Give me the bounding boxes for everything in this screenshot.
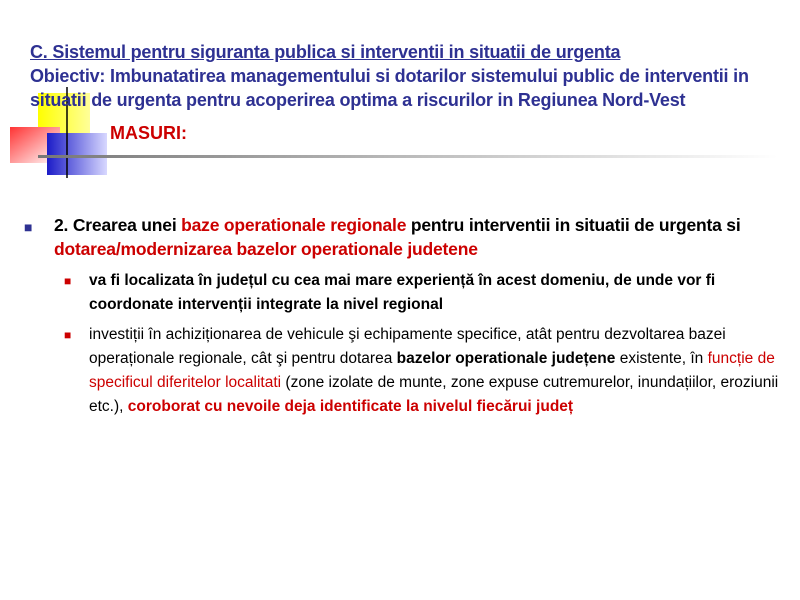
deco-horizontal-line — [38, 155, 778, 158]
sub-point-highlight: coroborat cu nevoile deja identificate la nivelul fiecărui județ — [127, 398, 574, 415]
deco-blue-square — [47, 133, 107, 175]
sub-point-highlight: funcție de specificul diferitelor localitati — [89, 350, 775, 391]
sub-point-text: investiții în achiziționarea de vehicule şi echipamente specifice, atât pentru dezvoltarea bazei operaționale regionale, cât şi pentru dotarea — [89, 326, 726, 367]
sub-bullet-point — [22, 323, 782, 419]
square-bullet-icon: ■ — [64, 328, 72, 342]
square-bullet-icon: ■ — [24, 219, 33, 235]
main-point-highlight: dotarea/modernizarea bazelor operationale judetene — [54, 239, 478, 259]
sub-point-text: va fi localizata în județul cu cea mai mare experiență în acest domeniu, de unde vor fi coordonate intervenții integrate la nivel regional — [89, 272, 716, 313]
slide-header — [30, 40, 790, 112]
square-bullet-icon: ■ — [64, 274, 72, 288]
section-label: MASURI: — [110, 123, 187, 143]
main-point-text: pentru interventii in situatii de urgenta si — [406, 215, 741, 235]
sub-point-text: (zone izolate de munte, zone expuse cutremurelor, inundațiilor, eroziunii etc.), — [89, 374, 779, 415]
slide-objective: Obiectiv: Imbunatatirea managementului si dotarilor sistemului public de interventii in situatii de urgenta pentru acoperirea optima a riscurilor in Regiunea Nord-Vest — [30, 66, 749, 110]
main-bullet-point — [22, 213, 782, 261]
main-point-highlight: baze operationale regionale — [181, 215, 407, 235]
sub-bullet-point — [22, 269, 782, 317]
main-point-text: 2. Crearea unei — [54, 215, 182, 235]
sub-point-text: existente, în — [615, 350, 708, 367]
sub-point-bold: bazelor operationale județene — [396, 350, 616, 367]
slide-body — [22, 213, 782, 419]
slide-title: C. Sistemul pentru siguranta publica si interventii in situatii de urgenta — [30, 42, 621, 62]
